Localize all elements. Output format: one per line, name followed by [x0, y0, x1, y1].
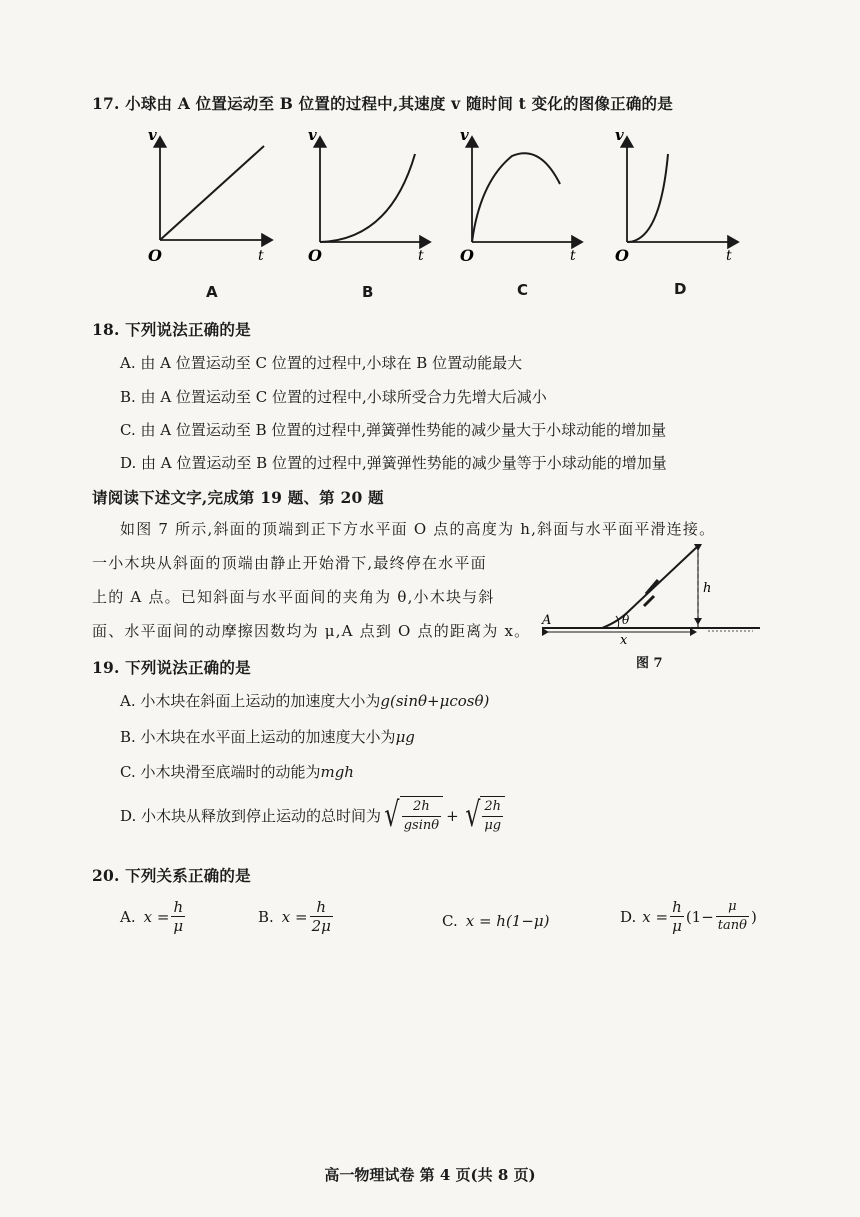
q19-option-d-text: D. 小木块从释放到停止运动的总时间为: [120, 807, 382, 825]
q20-d-paren-close: ): [750, 907, 757, 926]
q19-option-c-formula: mgh: [320, 763, 354, 781]
q18-option-d[interactable]: D. 由 A 位置运动至 B 位置的过程中,弹簧弹性势能的减少量等于小球动能的增加量: [120, 454, 667, 472]
graph-a[interactable]: [148, 126, 272, 265]
q19-stem: 19. 下列说法正确的是: [92, 658, 251, 677]
q20-option-d[interactable]: [620, 898, 757, 935]
block: [644, 580, 658, 606]
q19-option-d-sqrt-2: √ $\frac{2h}{\mu g}$: [462, 796, 505, 835]
graph-b-t-label: t: [418, 248, 424, 264]
graph-b-caption: B: [362, 283, 374, 301]
q19-option-b-text: B. 小木块在水平面上运动的加速度大小为: [120, 728, 396, 746]
q19-option-a[interactable]: [120, 690, 489, 711]
q20-d-inner-den: tanθ: [717, 918, 747, 933]
q19-d-plus: +: [446, 806, 459, 825]
q19-option-b-formula: μg: [395, 728, 415, 746]
graph-c[interactable]: [460, 126, 582, 265]
graph-c-curve: [472, 153, 560, 242]
graph-a-origin: O: [148, 246, 162, 265]
q20-d-den: μ: [672, 917, 682, 935]
q20-d-num: h: [670, 898, 684, 917]
fig-label-a: A: [542, 613, 552, 628]
q17-graphs: [0, 122, 860, 342]
q20-d-paren-open: (1−: [685, 907, 714, 926]
graph-a-caption: A: [206, 283, 218, 301]
figure-7-caption: 图 7: [636, 656, 663, 671]
graph-a-v-label: v: [148, 126, 157, 144]
q20-b-lhs: x =: [281, 907, 308, 926]
q19-d-f2-den: μg: [484, 818, 502, 833]
q19-option-d-sqrt-1: √ $\frac{2h}{gsin\theta}$: [381, 796, 443, 835]
q20-option-b[interactable]: [258, 898, 335, 935]
graph-d-v-label: v: [615, 126, 624, 144]
q17-stem: 17. 小球由 A 位置运动至 B 位置的过程中,其速度 v 随时间 t 变化的图像正确的是: [92, 94, 673, 113]
graph-b-v-label: v: [308, 126, 317, 144]
q20-a-lhs: x =: [143, 907, 170, 926]
passage-line-1: 如图 7 所示,斜面的顶端到正下方水平面 O 点的高度为 h,斜面与水平面平滑连接。: [120, 520, 716, 538]
graph-d[interactable]: [615, 126, 738, 265]
graph-c-caption: C: [517, 281, 529, 299]
q19-option-a-text: A. 小木块在斜面上运动的加速度大小为: [120, 692, 381, 710]
q20-c-prefix: C.: [442, 912, 458, 930]
figure-7: [538, 540, 768, 660]
q19-option-c[interactable]: [120, 761, 354, 782]
passage-heading: 请阅读下述文字,完成第 19 题、第 20 题: [92, 488, 384, 507]
graph-a-t-label: t: [258, 248, 264, 264]
q20-b-num: h: [310, 898, 333, 917]
q20-option-a[interactable]: [120, 898, 187, 935]
graph-d-t-label: t: [726, 248, 732, 264]
q19-option-b[interactable]: [120, 726, 415, 747]
passage-line-4: 面、水平面间的动摩擦因数均为 μ,A 点到 O 点的距离为 x。: [92, 622, 531, 640]
q20-option-c[interactable]: [442, 912, 550, 930]
graph-c-t-label: t: [570, 248, 576, 264]
graph-c-origin: O: [460, 246, 474, 265]
graph-d-curve: [627, 154, 668, 242]
q19-d-f1-den: gsinθ: [403, 818, 440, 833]
graph-b-origin: O: [308, 246, 322, 265]
page-footer: 高一物理试卷 第 4 页(共 8 页): [324, 1166, 536, 1184]
fig-label-theta: θ: [622, 613, 630, 627]
q19-d-f1-num: 2h: [402, 798, 441, 817]
q18-option-b[interactable]: B. 由 A 位置运动至 C 位置的过程中,小球所受合力先增大后减小: [120, 388, 547, 406]
q19-option-c-text: C. 小木块滑至底端时的动能为: [120, 763, 321, 781]
q20-b-den: 2μ: [311, 917, 331, 935]
q19-option-a-formula: g(sinθ+μcosθ): [380, 692, 490, 710]
fig-label-h: h: [703, 581, 712, 596]
q20-stem: 20. 下列关系正确的是: [92, 866, 251, 885]
graph-c-v-label: v: [460, 126, 469, 144]
q19-option-d[interactable]: [120, 796, 505, 835]
q20-a-num: h: [171, 898, 185, 917]
q18-option-a[interactable]: A. 由 A 位置运动至 C 位置的过程中,小球在 B 位置动能最大: [120, 354, 523, 372]
q20-d-inner-num: μ: [716, 898, 749, 917]
graph-a-curve: [160, 146, 264, 240]
q20-a-den: μ: [173, 917, 184, 935]
q18-stem: 18. 下列说法正确的是: [92, 320, 251, 339]
graph-b[interactable]: [308, 126, 430, 265]
q20-d-prefix: D.: [620, 907, 637, 926]
passage-line-3: 上的 A 点。已知斜面与水平面间的夹角为 θ,小木块与斜: [92, 588, 495, 606]
q18-option-c[interactable]: C. 由 A 位置运动至 B 位置的过程中,弹簧弹性势能的减少量大于小球动能的增加量: [120, 421, 667, 439]
q20-d-lhs: x =: [642, 907, 669, 926]
q19-d-f2-num: 2h: [482, 798, 503, 817]
graph-b-curve: [320, 154, 415, 242]
q20-b-prefix: B.: [258, 907, 274, 926]
fig-label-x: x: [620, 633, 628, 648]
passage-line-2: 一小木块从斜面的顶端由静止开始滑下,最终停在水平面: [92, 554, 487, 572]
graph-d-origin: O: [615, 246, 629, 265]
q20-c-expr: x = h(1−μ): [465, 912, 550, 930]
graph-d-caption: D: [674, 280, 687, 298]
q20-a-prefix: A.: [120, 907, 136, 926]
